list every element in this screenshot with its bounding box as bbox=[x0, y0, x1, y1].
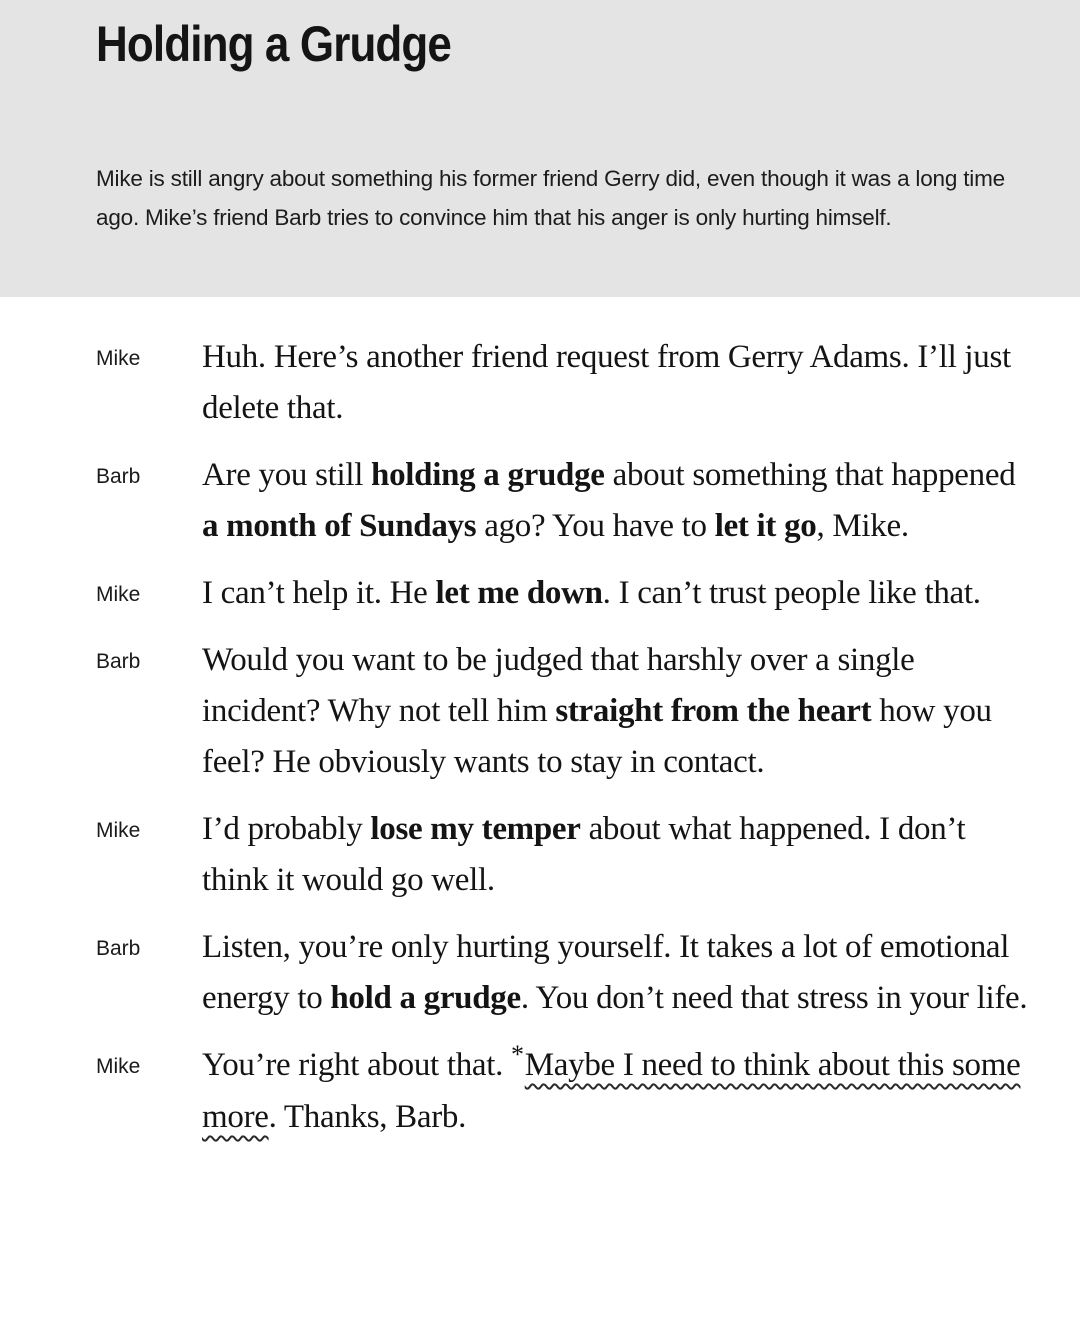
dialogue-line bbox=[202, 635, 1032, 788]
line-text: Listen, you’re only hurting yourself. It takes a lot of emotional energy to bbox=[202, 929, 1010, 1016]
line-text: . I can’t trust people like that. bbox=[602, 575, 981, 611]
speaker-label: Barb bbox=[96, 937, 141, 960]
idiom-highlight: a month of Sundays bbox=[202, 508, 477, 544]
idiom-highlight: holding a grudge bbox=[371, 457, 605, 493]
line-text: ago? You have to bbox=[476, 508, 715, 544]
idiom-highlight: straight from the heart bbox=[555, 693, 872, 729]
dialogue-turn bbox=[0, 1040, 1080, 1143]
line-text: I can’t help it. He bbox=[202, 575, 436, 611]
speaker-label: Mike bbox=[96, 819, 141, 842]
dialogue-turn bbox=[0, 804, 1080, 906]
dialogue-turn bbox=[0, 922, 1080, 1024]
line-text: . Thanks, Barb. bbox=[268, 1099, 467, 1135]
idiom-highlight: let it go bbox=[714, 508, 817, 544]
line-text: how you feel? He obviously wants to stay in contact. bbox=[202, 693, 992, 780]
intro-panel bbox=[0, 0, 1080, 297]
dialogue-turn bbox=[0, 450, 1080, 552]
asterisk-mark: * bbox=[511, 1040, 524, 1069]
dialogue-line bbox=[202, 1040, 1032, 1143]
line-text: , Mike. bbox=[816, 508, 909, 544]
dialogue-line bbox=[202, 568, 1032, 619]
dialogue-line bbox=[202, 922, 1032, 1024]
intro-text: Mike is still angry about something his former friend Gerry did, even though it was a long time ago. Mike’s friend Barb tries to convince him that his anger is only hurting himself. bbox=[96, 166, 1005, 230]
dialogue-turn bbox=[0, 332, 1080, 434]
line-text: . You don’t need that stress in your life. bbox=[520, 980, 1028, 1016]
dialogue-turn bbox=[0, 568, 1080, 619]
dialogue-turn bbox=[0, 635, 1080, 788]
speaker-label: Mike bbox=[96, 583, 141, 606]
line-text: Are you still bbox=[202, 457, 372, 493]
idiom-highlight: hold a grudge bbox=[330, 980, 521, 1016]
dialogue-line bbox=[202, 450, 1032, 552]
speaker-label: Barb bbox=[96, 650, 141, 673]
line-text: Huh. Here’s another friend request from Gerry Adams. I’ll just delete that. bbox=[202, 339, 1011, 426]
idiom-highlight: let me down bbox=[435, 575, 603, 611]
dialogue-line bbox=[202, 804, 1032, 906]
page-title: Holding a Grudge bbox=[96, 16, 452, 72]
dialogue bbox=[0, 332, 1080, 1159]
line-text: about what happened. I don’t think it would go well. bbox=[202, 811, 966, 898]
wavy-underlined-phrase: Maybe I need to think about this some more bbox=[202, 1047, 1021, 1135]
idiom-highlight: lose my temper bbox=[370, 811, 581, 847]
line-text: about something that happened bbox=[604, 457, 1016, 493]
line-text: I’d probably bbox=[202, 811, 371, 847]
line-text: Would you want to be judged that harshly over a single incident? Why not tell him bbox=[202, 642, 915, 729]
speaker-label: Mike bbox=[96, 347, 141, 370]
line-text: You’re right about that. bbox=[202, 1047, 512, 1083]
dialogue-line bbox=[202, 332, 1032, 434]
speaker-label: Mike bbox=[96, 1055, 141, 1078]
speaker-label: Barb bbox=[96, 465, 141, 488]
